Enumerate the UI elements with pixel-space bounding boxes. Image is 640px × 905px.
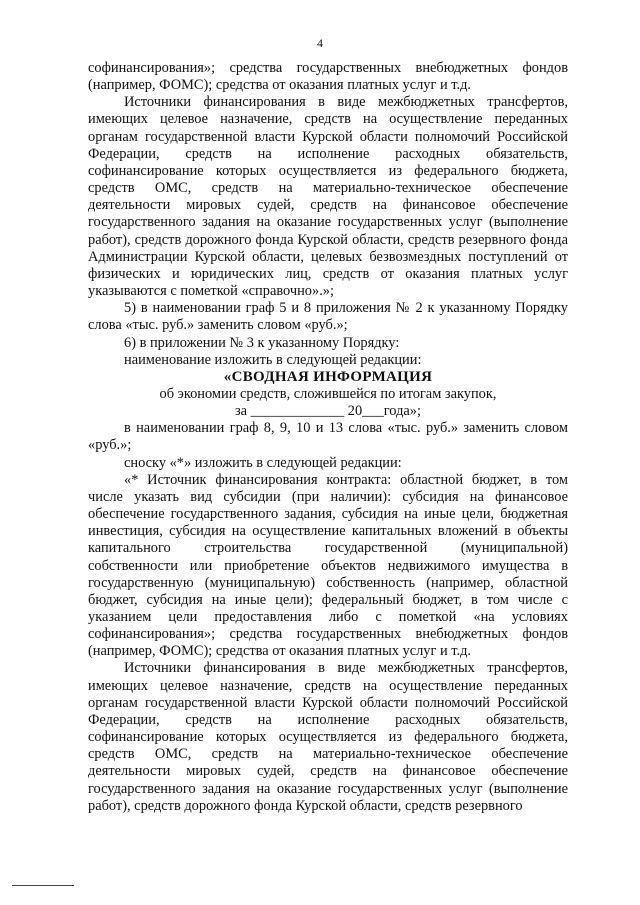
summary-subtitle: об экономии средств, сложившейся по итогам закупок,: [159, 385, 497, 402]
paragraph-funding-sources-repeat: Источники финансирования в виде межбюджетных трансфертов, имеющих целевое назначение, средств на осуществление переданных органам государственной власти Курской области полномочий Российской Федерации, средств на исполнение расходных обязательств, софинансирование которых осуществляется из федерального бюджета, средств ОМС, средств на материально-техническое обеспечение деятельности мировых судей, средств на финансовое обеспечение государственного задания на оказание государственных услуг (выполнение работ), средств дорожного фонда Курской области, средств резервного: [88, 660, 568, 814]
footer-rule: [12, 885, 74, 886]
paragraph-item-5: 5) в наименовании граф 5 и 8 приложения № 2 к указанному Порядку слова «тыс. руб.» заменить словом «руб.»;: [88, 300, 568, 334]
document-body: [88, 60, 568, 815]
paragraph-funding-sources: Источники финансирования в виде межбюджетных трансфертов, имеющих целевое назначение, средств на осуществление переданных органам государственной власти Курской области полномочий Российской Федерации, средств на исполнение расходных обязательств, софинансирование которых осуществляется из федерального бюджета, средств ОМС, средств на материально-техническое обеспечение деятельности мировых судей, средств на финансовое обеспечение государственного задания на оказание государственных услуг (выполнение работ), средств дорожного фонда Курской области, средств резервного фонда Администрации Курской области, целевых безвозмездных поступлений от физических и юридических лиц, средств от оказания платных услуг указываются с пометкой «справочно».»;: [88, 94, 568, 300]
paragraph-columns-rename: в наименовании граф 8, 9, 10 и 13 слова «тыс. руб.» заменить словом «руб.»;: [88, 420, 568, 454]
paragraph-footnote-intro: сноску «*» изложить в следующей редакции:: [124, 454, 402, 471]
summary-period-line: за _____________ 20___года»;: [234, 403, 421, 420]
paragraph-item-6: 6) в приложении № 3 к указанному Порядку:: [124, 334, 400, 351]
summary-heading: «СВОДНАЯ ИНФОРМАЦИЯ: [223, 368, 433, 385]
paragraph-continuation: софинансирования»; средства государственных внебюджетных фондов (например, ФОМС); средства от оказания платных услуг и т.д.: [88, 60, 568, 94]
paragraph-title-intro: наименование изложить в следующей редакции:: [124, 351, 422, 368]
page-number: 4: [317, 36, 323, 50]
paragraph-footnote-text: «* Источник финансирования контракта: областной бюджет, в том числе указать вид субсидии (при наличии): субсидия на финансовое обеспечение государственного задания, субсидия на иные цели, бюджетная инвестиция, субсидия на осуществление капитальных вложений в объекты капитального строительства государственной (муниципальной) собственности или приобретение объектов недвижимого имущества в государственную (муниципальную) собственность (например, областной бюджет, субсидия на иные цели); федеральный бюджет, в том числе с указанием цели предоставления либо с пометкой «на условиях софинансирования»; средства государственных внебюджетных фондов (например, ФОМС); средства от оказания платных услуг и т.д.: [88, 471, 568, 660]
